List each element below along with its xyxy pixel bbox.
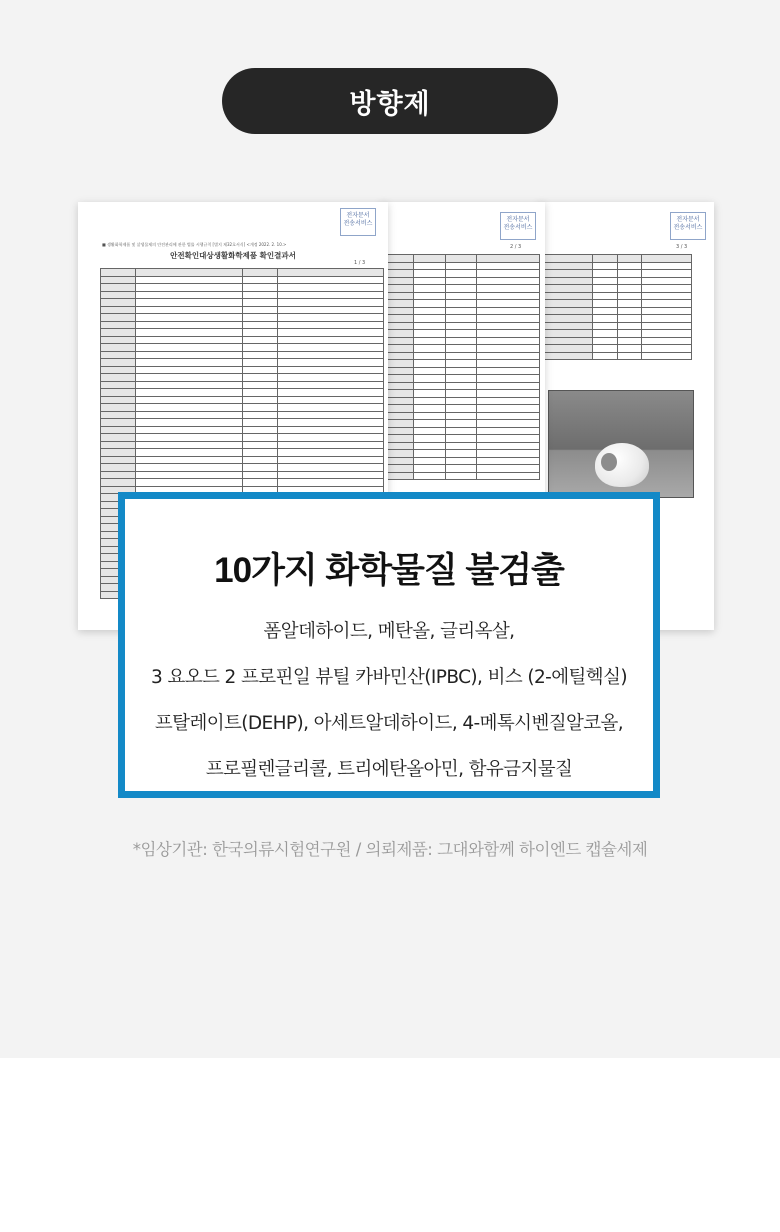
table-cell — [278, 389, 384, 397]
table-cell — [278, 277, 384, 285]
table-cell — [446, 360, 477, 368]
table-cell — [278, 307, 384, 315]
table-cell — [101, 359, 136, 367]
table-cell — [477, 398, 540, 406]
table-cell — [414, 345, 445, 353]
table-cell — [136, 412, 242, 420]
table-cell — [618, 293, 643, 301]
table-cell — [446, 473, 477, 481]
table-cell — [593, 300, 618, 308]
table-cell — [414, 300, 445, 308]
table-cell — [618, 263, 643, 271]
table-cell — [446, 435, 477, 443]
table-cell — [593, 255, 618, 263]
table-cell — [543, 293, 593, 301]
table-cell — [446, 443, 477, 451]
table-cell — [136, 307, 242, 315]
table-cell — [243, 344, 278, 352]
table-cell — [278, 352, 384, 360]
table-cell — [278, 397, 384, 405]
table-cell — [278, 269, 384, 277]
table-cell — [101, 427, 136, 435]
table-cell — [136, 449, 242, 457]
table-cell — [278, 412, 384, 420]
table-cell — [446, 330, 477, 338]
table-cell — [477, 405, 540, 413]
table-cell — [477, 353, 540, 361]
table-cell — [101, 457, 136, 465]
table-cell — [136, 329, 242, 337]
table-cell — [278, 374, 384, 382]
table-cell — [414, 413, 445, 421]
table-cell — [243, 449, 278, 457]
table-cell — [446, 285, 477, 293]
table-cell — [477, 420, 540, 428]
table-cell — [446, 263, 477, 271]
table-cell — [101, 382, 136, 390]
e-doc-stamp: 전자문서 전송서비스 — [500, 212, 536, 240]
table-cell — [414, 263, 445, 271]
table-cell — [593, 338, 618, 346]
table-cell — [477, 428, 540, 436]
table-cell — [136, 404, 242, 412]
table-cell — [278, 299, 384, 307]
table-cell — [618, 308, 643, 316]
table-cell — [101, 397, 136, 405]
table-cell — [243, 329, 278, 337]
table-cell — [618, 255, 643, 263]
table-cell — [642, 345, 692, 353]
table-cell — [243, 352, 278, 360]
table-cell — [477, 473, 540, 481]
table-cell — [243, 464, 278, 472]
table-cell — [101, 449, 136, 457]
table-cell — [101, 374, 136, 382]
table-cell — [414, 428, 445, 436]
table-cell — [618, 285, 643, 293]
table-cell — [136, 397, 242, 405]
table-cell — [136, 389, 242, 397]
table-cell — [278, 404, 384, 412]
table-cell — [101, 419, 136, 427]
table-cell — [243, 374, 278, 382]
category-title: 방향제 — [349, 88, 431, 120]
table-cell — [414, 458, 445, 466]
form-reference: ■ 생활화학제품 및 살생물제의 안전관리에 관한 법률 시행규칙 [별지 제32호서식] <개정 2022. 2. 10.> — [102, 242, 287, 247]
table-cell — [477, 263, 540, 271]
table-cell — [136, 292, 242, 300]
table-cell — [414, 353, 445, 361]
table-cell — [414, 375, 445, 383]
table-cell — [642, 285, 692, 293]
table-cell — [101, 299, 136, 307]
table-cell — [136, 442, 242, 450]
table-cell — [243, 359, 278, 367]
table-cell — [446, 390, 477, 398]
table-cell — [101, 344, 136, 352]
table-cell — [477, 278, 540, 286]
table-cell — [136, 337, 242, 345]
table-cell — [477, 300, 540, 308]
table-cell — [278, 427, 384, 435]
table-cell — [642, 300, 692, 308]
table-cell — [543, 270, 593, 278]
table-cell — [243, 367, 278, 375]
table-cell — [593, 263, 618, 271]
table-cell — [477, 390, 540, 398]
table-cell — [593, 315, 618, 323]
table-cell — [278, 359, 384, 367]
table-cell — [446, 293, 477, 301]
table-cell — [101, 479, 136, 487]
table-cell — [446, 278, 477, 286]
table-cell — [136, 314, 242, 322]
table-cell — [543, 330, 593, 338]
table-cell — [593, 323, 618, 331]
table-cell — [446, 450, 477, 458]
table-cell — [543, 353, 593, 361]
table-cell — [243, 412, 278, 420]
table-cell — [414, 293, 445, 301]
table-cell — [593, 345, 618, 353]
table-cell — [136, 269, 242, 277]
table-cell — [543, 308, 593, 316]
table-cell — [477, 315, 540, 323]
table-cell — [446, 308, 477, 316]
table-cell — [101, 442, 136, 450]
table-cell — [136, 427, 242, 435]
table-cell — [243, 457, 278, 465]
result-heading: 10가지 화학물질 불검출 — [214, 551, 564, 590]
table-cell — [278, 314, 384, 322]
table-cell — [414, 465, 445, 473]
table-cell — [243, 389, 278, 397]
table-cell — [278, 464, 384, 472]
table-cell — [278, 419, 384, 427]
table-cell — [414, 315, 445, 323]
table-cell — [101, 269, 136, 277]
table-cell — [477, 413, 540, 421]
table-cell — [101, 329, 136, 337]
table-cell — [446, 323, 477, 331]
table-cell — [278, 472, 384, 480]
table-cell — [243, 307, 278, 315]
table-cell — [477, 255, 540, 263]
table-cell — [618, 345, 643, 353]
table-cell — [543, 255, 593, 263]
table-cell — [243, 322, 278, 330]
table-cell — [446, 398, 477, 406]
table-cell — [618, 300, 643, 308]
table-cell — [477, 458, 540, 466]
table-cell — [446, 465, 477, 473]
table-cell — [477, 383, 540, 391]
table-cell — [477, 435, 540, 443]
table-cell — [543, 345, 593, 353]
table-cell — [543, 315, 593, 323]
result-table — [382, 254, 540, 480]
table-cell — [414, 270, 445, 278]
table-cell — [477, 360, 540, 368]
table-cell — [642, 330, 692, 338]
table-cell — [543, 323, 593, 331]
table-cell — [642, 315, 692, 323]
table-cell — [278, 442, 384, 450]
table-cell — [543, 263, 593, 271]
chemical-list-line-4: 프로필렌글리콜, 트리에탄올아민, 함유금지물질 — [205, 759, 573, 780]
table-cell — [278, 382, 384, 390]
table-cell — [477, 308, 540, 316]
table-cell — [446, 338, 477, 346]
table-cell — [477, 368, 540, 376]
table-cell — [243, 314, 278, 322]
table-cell — [101, 292, 136, 300]
table-cell — [446, 405, 477, 413]
table-cell — [278, 449, 384, 457]
table-cell — [243, 284, 278, 292]
table-cell — [136, 359, 242, 367]
table-cell — [243, 404, 278, 412]
table-cell — [414, 285, 445, 293]
table-cell — [278, 479, 384, 487]
table-cell — [414, 435, 445, 443]
table-cell — [446, 353, 477, 361]
table-cell — [618, 353, 643, 361]
table-cell — [477, 345, 540, 353]
table-cell — [477, 375, 540, 383]
table-cell — [278, 344, 384, 352]
table-cell — [278, 367, 384, 375]
table-cell — [446, 458, 477, 466]
table-cell — [278, 337, 384, 345]
table-cell — [278, 292, 384, 300]
table-cell — [101, 352, 136, 360]
table-cell — [593, 330, 618, 338]
table-cell — [446, 300, 477, 308]
table-cell — [618, 338, 643, 346]
table-cell — [278, 434, 384, 442]
table-cell — [101, 434, 136, 442]
table-cell — [618, 330, 643, 338]
table-cell — [101, 404, 136, 412]
certificate-title: 안전확인대상생활화학제품 확인결과서 — [170, 251, 296, 260]
table-cell — [136, 322, 242, 330]
table-cell — [642, 353, 692, 361]
table-cell — [136, 277, 242, 285]
table-cell — [101, 472, 136, 480]
table-cell — [642, 255, 692, 263]
table-cell — [278, 329, 384, 337]
table-cell — [136, 299, 242, 307]
table-cell — [414, 405, 445, 413]
certificate-page-2 — [380, 202, 545, 502]
table-cell — [593, 278, 618, 286]
table-cell — [414, 278, 445, 286]
table-cell — [243, 479, 278, 487]
table-cell — [446, 345, 477, 353]
table-cell — [414, 323, 445, 331]
table-cell — [243, 299, 278, 307]
table-cell — [618, 278, 643, 286]
chemical-list-line-2: 3 요오드 2 프로핀일 뷰틸 카바민산(IPBC), 비스 (2-에틸헥실) — [151, 667, 627, 688]
table-cell — [446, 420, 477, 428]
table-cell — [593, 270, 618, 278]
table-cell — [243, 292, 278, 300]
table-cell — [278, 322, 384, 330]
result-table — [542, 254, 692, 360]
table-cell — [446, 255, 477, 263]
table-cell — [414, 255, 445, 263]
table-cell — [243, 442, 278, 450]
table-cell — [414, 308, 445, 316]
table-cell — [414, 338, 445, 346]
table-cell — [593, 353, 618, 361]
table-cell — [414, 330, 445, 338]
table-cell — [477, 450, 540, 458]
page-number: 1 / 3 — [354, 260, 366, 266]
chemical-list-line-3: 프탈레이트(DEHP), 아세트알데하이드, 4-메톡시벤질알코올, — [154, 713, 624, 734]
table-cell — [101, 322, 136, 330]
table-cell — [543, 278, 593, 286]
table-cell — [414, 450, 445, 458]
table-cell — [446, 315, 477, 323]
table-cell — [136, 464, 242, 472]
table-cell — [136, 374, 242, 382]
table-cell — [414, 473, 445, 481]
result-highlight-box — [118, 492, 660, 798]
table-cell — [446, 413, 477, 421]
table-cell — [243, 419, 278, 427]
table-cell — [618, 270, 643, 278]
table-cell — [136, 284, 242, 292]
table-cell — [446, 375, 477, 383]
page-number: 2 / 3 — [510, 244, 522, 250]
product-photo — [548, 390, 694, 498]
table-cell — [477, 293, 540, 301]
table-cell — [243, 277, 278, 285]
table-cell — [136, 344, 242, 352]
table-cell — [642, 323, 692, 331]
table-cell — [642, 278, 692, 286]
table-cell — [414, 368, 445, 376]
table-cell — [101, 277, 136, 285]
table-cell — [414, 390, 445, 398]
table-cell — [243, 337, 278, 345]
table-cell — [446, 383, 477, 391]
category-pill — [222, 68, 558, 134]
table-cell — [136, 352, 242, 360]
chemical-list-line-1: 폼알데하이드, 메탄올, 글리옥살, — [263, 621, 515, 642]
table-cell — [136, 434, 242, 442]
test-source-footnote: *임상기관: 한국의류시험연구원 / 의뢰제품: 그대와함께 하이엔드 캡슐세제 — [132, 840, 648, 859]
table-cell — [136, 457, 242, 465]
table-cell — [642, 308, 692, 316]
table-cell — [593, 308, 618, 316]
table-cell — [543, 300, 593, 308]
e-doc-stamp: 전자문서 전송서비스 — [670, 212, 706, 240]
table-cell — [446, 368, 477, 376]
table-cell — [477, 330, 540, 338]
table-cell — [101, 367, 136, 375]
table-cell — [101, 314, 136, 322]
table-cell — [543, 285, 593, 293]
table-cell — [243, 434, 278, 442]
table-cell — [642, 338, 692, 346]
table-cell — [243, 472, 278, 480]
table-cell — [243, 427, 278, 435]
table-cell — [477, 338, 540, 346]
table-cell — [414, 398, 445, 406]
table-cell — [446, 270, 477, 278]
table-cell — [414, 443, 445, 451]
table-cell — [618, 315, 643, 323]
table-cell — [642, 270, 692, 278]
table-cell — [414, 360, 445, 368]
table-cell — [642, 293, 692, 301]
table-cell — [243, 382, 278, 390]
table-cell — [101, 284, 136, 292]
table-cell — [278, 457, 384, 465]
table-cell — [477, 323, 540, 331]
table-cell — [446, 428, 477, 436]
table-cell — [543, 338, 593, 346]
table-cell — [243, 397, 278, 405]
table-cell — [136, 367, 242, 375]
table-cell — [477, 465, 540, 473]
table-cell — [477, 285, 540, 293]
table-cell — [477, 443, 540, 451]
e-doc-stamp: 전자문서 전송서비스 — [340, 208, 376, 236]
table-cell — [243, 269, 278, 277]
table-cell — [101, 337, 136, 345]
table-cell — [414, 383, 445, 391]
table-cell — [136, 472, 242, 480]
table-cell — [642, 263, 692, 271]
table-cell — [136, 382, 242, 390]
table-cell — [477, 270, 540, 278]
table-cell — [101, 412, 136, 420]
table-cell — [136, 419, 242, 427]
table-cell — [593, 293, 618, 301]
table-cell — [101, 464, 136, 472]
table-cell — [278, 284, 384, 292]
page-number: 3 / 3 — [676, 244, 688, 250]
table-cell — [414, 420, 445, 428]
table-cell — [618, 323, 643, 331]
table-cell — [136, 479, 242, 487]
table-cell — [101, 307, 136, 315]
table-cell — [593, 285, 618, 293]
table-cell — [101, 389, 136, 397]
